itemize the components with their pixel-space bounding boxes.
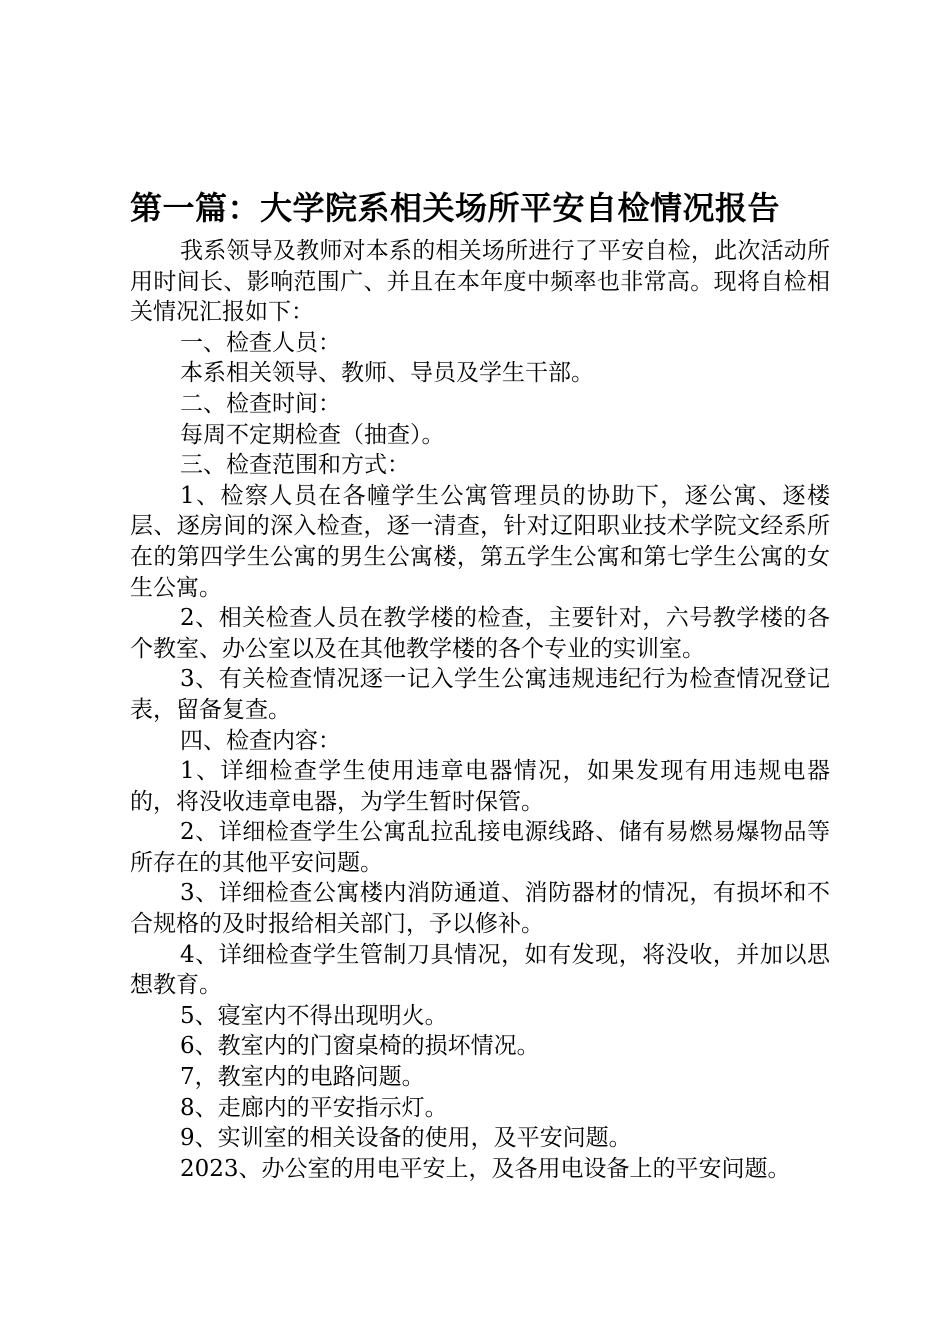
list-item: 2023、办公室的用电平安上，及各用电设备上的平安问题。	[180, 1155, 791, 1182]
paragraph-inspectors: 本系相关领导、教师、导员及学生干部。	[180, 360, 594, 387]
heading-inspection-time: 二、检查时间：	[180, 390, 341, 417]
document-title: 第一篇：大学院系相关场所平安自检情况报告	[130, 189, 781, 227]
list-item: 1、详细检查学生使用违章电器情况，如果发现有用违规电器的，将没收违章电器，为学生暂时保管。	[130, 758, 830, 815]
paragraph-scope-3: 3、有关检查情况逐一记入学生公寓违规违纪行为检查情况登记表，留备复查。	[130, 666, 830, 723]
list-item: 6、教室内的门窗桌椅的损坏情况。	[180, 1033, 540, 1060]
list-item: 3、详细检查公寓楼内消防通道、消防器材的情况，有损坏和不合规格的及时报给相关部门，予以修补。	[130, 880, 830, 938]
paragraph-inspection-time: 每周不定期检查（抽查）。	[180, 421, 445, 448]
list-item: 7，教室内的电路问题。	[180, 1064, 425, 1091]
heading-scope-method: 三、检查范围和方式：	[180, 452, 410, 479]
list-item: 2、详细检查学生公寓乱拉乱接电源线路、储有易燃易爆物品等所存在的其他平安问题。	[130, 819, 830, 876]
paragraph-scope-2: 2、相关检查人员在教学楼的检查，主要针对，六号教学楼的各个教室、办公室以及在其他教学楼的各个专业的实训室。	[130, 605, 830, 662]
document-body	[130, 236, 830, 1184]
paragraph-intro: 我系领导及教师对本系的相关场所进行了平安自检，此次活动所用时间长、影响范围广、并且在本年度中频率也非常高。现将自检相关情况汇报如下：	[130, 238, 830, 326]
heading-inspectors: 一、检查人员：	[180, 329, 341, 356]
list-item: 8、走廊内的平安指示灯。	[180, 1094, 448, 1121]
paragraph-scope-1: 1、检察人员在各幢学生公寓管理员的协助下，逐公寓、逐楼层、逐房间的深入检查，逐一清查，针对辽阳职业技术学院文经系所在的第四学生公寓的男生公寓楼，第五学生公寓和第七学生公寓的女生公寓。	[130, 482, 830, 601]
list-item: 5、寝室内不得出现明火。	[180, 1002, 448, 1029]
heading-inspection-content: 四、检查内容：	[180, 727, 341, 754]
list-item: 4、详细检查学生管制刀具情况，如有发现，将没收，并加以思想教育。	[130, 941, 830, 999]
list-item: 9、实训室的相关设备的使用，及平安问题。	[180, 1125, 632, 1152]
